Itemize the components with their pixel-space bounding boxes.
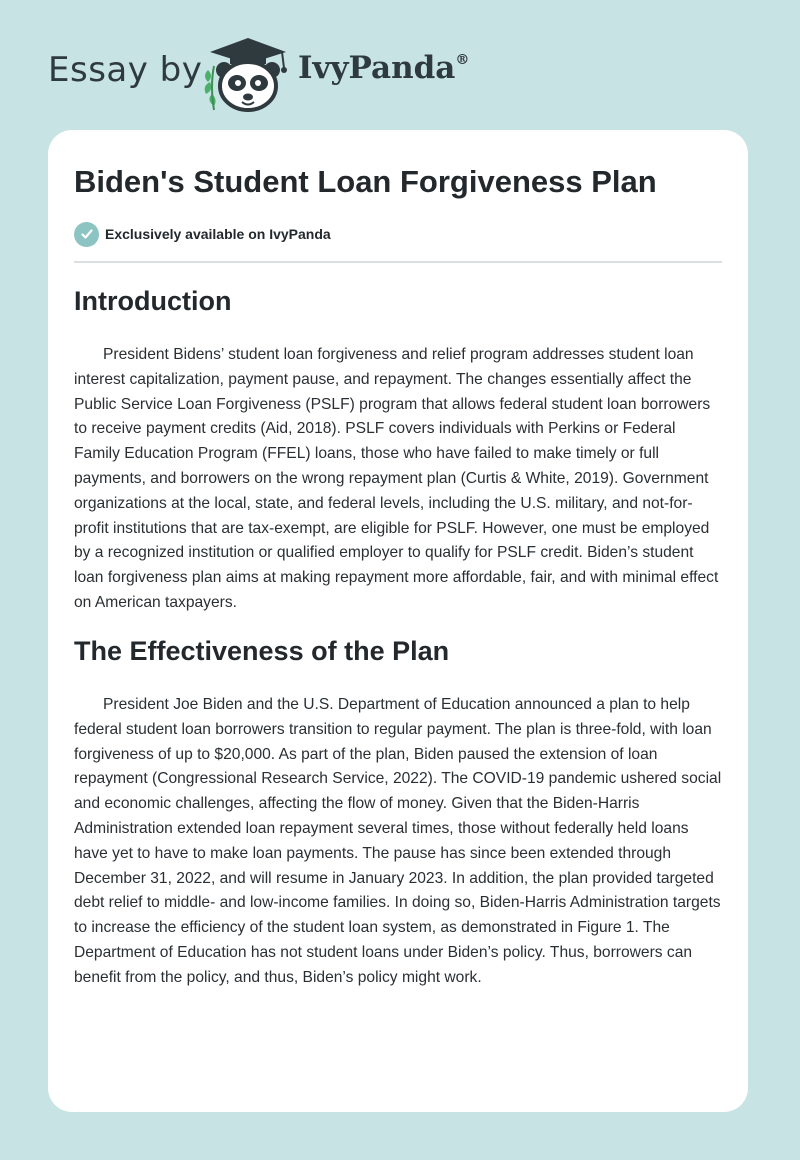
brand-name[interactable] bbox=[298, 50, 469, 86]
panda-graduate-logo-icon[interactable] bbox=[200, 36, 296, 112]
section-paragraph-introduction: President Bidens’ student loan forgiveness and relief program addresses student loan interest capitalization, payment pause, and repayment. The changes essentially affect the Public Service Loan Forgiveness (PSLF) program that allows federal student loan borrowers to receive payment credits (Aid, 2018). PSLF covers individuals with Perkins or Federal Family Education Program (FFEL) loans, those who have failed to make timely or full payments, and borrowers on the wrong repayment plan (Curtis & White, 2019). Government organizations at the local, state, and federal levels, including the U.S. military, and not-for-profit institutions that are tax-exempt, are eligible for PSLF. However, one must be employed by a recognized institution or qualified employer to qualify for PSLF credit. Biden’s student loan forgiveness plan aims at making repayment more affordable, fair, and with minimal effect on American taxpayers. bbox=[74, 346, 719, 611]
section-paragraph-effectiveness: President Joe Biden and the U.S. Department of Education announced a plan to help federal student loan borrowers transition to regular payment. The plan is three-fold, with loan forgiveness of up to $20,000. As part of the plan, Biden paused the extension of loan repayment (Congressional Research Service, 2022). The COVID-19 pandemic ushered social and economic challenges, affecting the flow of money. Given that the Biden-Harris Administration extended loan repayment several times, those without federally held loans have yet to have to make loan payments. The pause has since been extended through December 31, 2022, and will resume in January 2023. In addition, the plan provided targeted debt relief to middle- and low-income families. In doing so, Biden-Harris Administration targets to increase the efficiency of the student loan system, as demonstrated in Figure 1. The Department of Education has not student loans under Biden’s policy. Thus, borrowers can benefit from the policy, and thus, Biden’s policy might work. bbox=[74, 696, 722, 986]
section-heading-effectiveness: The Effectiveness of the Plan bbox=[74, 636, 450, 666]
exclusive-badge-label: Exclusively available on IvyPanda bbox=[105, 226, 331, 242]
essay-title: Biden's Student Loan Forgiveness Plan bbox=[74, 164, 657, 199]
brand-text: IvyPanda bbox=[298, 50, 456, 86]
check-circle-icon bbox=[74, 222, 99, 247]
section-heading-introduction: Introduction bbox=[74, 286, 232, 316]
site-header bbox=[0, 0, 800, 130]
essay-card bbox=[48, 130, 748, 1112]
registered-mark: ® bbox=[455, 52, 470, 68]
essay-by-label: Essay by bbox=[48, 50, 203, 90]
title-divider bbox=[74, 261, 722, 263]
exclusive-badge bbox=[74, 221, 331, 247]
